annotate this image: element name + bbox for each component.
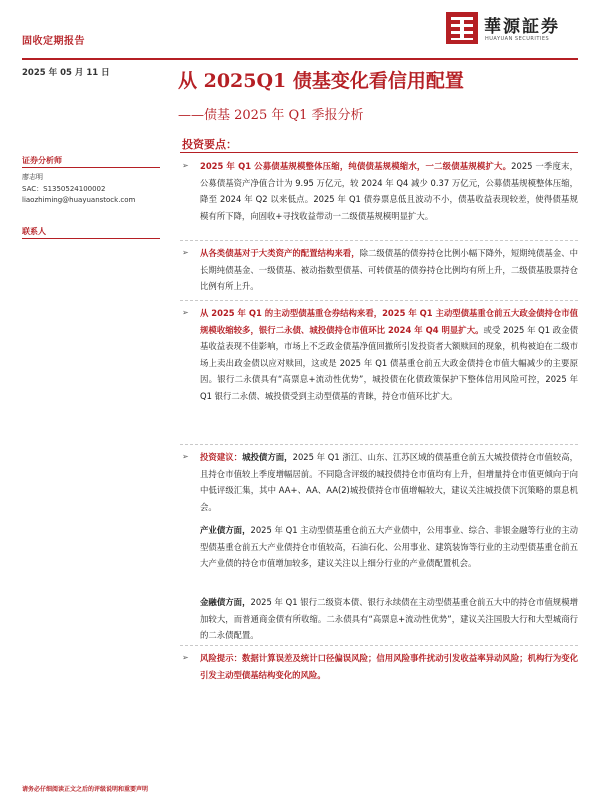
page-title: 从 2025Q1 债基变化看信用配置 — [178, 70, 464, 92]
key-point-1-text: 2025 一季度末，公募债基资产净值合计为 9.95 万亿元，较 2024 年 Q4 减少 0.37 万亿元，公募债基规模整体压缩，降至 2024 年 Q2 以来低点。2025 年 Q1 债券票息低且波动不小，债基收益表现较差，使得债基规模有所下降，向固收+寻找收益带动一二级债基规模明显扩大。 — [200, 161, 578, 221]
contact-divider — [22, 238, 160, 239]
analyst-heading: 证券分析师 — [22, 156, 62, 165]
key-points-divider — [180, 152, 578, 153]
header-divider — [22, 58, 578, 60]
company-logo — [446, 10, 576, 52]
arrow-bullet-icon: ➢ — [182, 308, 189, 317]
analyst-divider — [22, 167, 160, 168]
logo-english-name: HUAYUAN SECURITIES — [485, 36, 550, 42]
analyst-sac: SAC：S1350524100002 — [22, 185, 106, 193]
logo-mark-icon — [446, 12, 478, 44]
key-point-3-lead: 从 2025 年 Q1 的主动型债基重仓券结构来看，2025 年 Q1 主动型债基重仓前五大政金债持仓市值规模收缩较多，银行二永债、城投债持仓市值环比 2024 年 Q4 明显扩大。 — [200, 308, 578, 335]
key-point-2 — [180, 245, 578, 295]
financial-bond-lead: 金融债方面， — [200, 597, 251, 607]
footer-disclaimer: 请务必仔细阅读正文之后的评级说明和重要声明 — [22, 786, 149, 793]
document-type: 固收定期报告 — [22, 36, 85, 47]
section-divider — [180, 300, 578, 301]
financial-bond-paragraph — [200, 594, 578, 644]
industrial-bond-text: 2025 年 Q1 主动型债基重仓前五大产业债中，公用事业、综合、非银金融等行业的主动型债基重仓前五大产业债持仓市值较高，石油石化、公用事业、建筑装饰等行业的主动型债基重仓前五大产业债的持仓市值增加较多，建议关注以上细分行业的产业债配置机会。 — [200, 525, 579, 569]
section-divider — [180, 645, 578, 646]
key-point-2-text: 除二级债基的债券持仓比例小幅下降外，短期纯债基金、中长期纯债基金、一级债基、被动指数型债基、可转债基的债券持仓比例均有所上升，二级债基股票持仓比例有所上升。 — [200, 248, 578, 292]
key-point-4-text: 2025 年 Q1 浙江、山东、江苏区域的债基重仓前五大城投债持仓市值较高，且持仓市值较上季度增幅居前。不同隐含评级的城投债持仓市值均有上升，但增量持仓市值更倾向于向中低评级汇集，其中 AA+、AA、AA(2)城投债持仓市值增幅较大，建议关注城投债下沉策略的票息机会。 — [200, 452, 579, 512]
key-point-3 — [180, 305, 578, 405]
section-divider — [180, 240, 578, 241]
logo-chinese-name: 華源証券 — [484, 17, 560, 37]
financial-bond-text: 2025 年 Q1 银行二级资本债、银行永续债在主动型债基重仓前五大中的持仓市值规模增加较大，而普通商金债有所收缩。二永债具有“高票息+流动性优势”，建议关注国股大行和大型城商行的二永债配置。 — [200, 597, 579, 641]
report-date: 2025 年 05 月 11 日 — [22, 68, 110, 78]
section-divider — [180, 444, 578, 445]
industrial-bond-lead: 产业债方面， — [200, 525, 251, 535]
industrial-bond-paragraph — [200, 522, 578, 572]
risk-warning-text: 风险提示：数据计算误差及统计口径偏误风险；信用风险事件扰动引发收益率异动风险；机构行为变化引发主动型债基结构变化的风险。 — [200, 653, 578, 680]
analyst-name: 廖志明 — [22, 173, 43, 181]
key-point-4 — [180, 449, 578, 515]
key-point-1 — [180, 158, 578, 224]
arrow-bullet-icon: ➢ — [182, 653, 189, 662]
analyst-email[interactable]: liaozhiming@huayuanstock.com — [22, 196, 136, 204]
contact-heading: 联系人 — [22, 227, 46, 236]
key-point-3-text: 或受 2025 年 Q1 政金债基收益表现不佳影响，市场上不乏政金债基净值回撤所引发投资者大额赎回的现象，机构被迫在二级市场上卖出政金债以应对赎回，这或是 2025 年 Q1 债基重仓前五大政金债持仓市值大幅减少的主要原因。银行二永债具有“高票息+流动性优势”，城投债在化债政策保护下整体信用风险可控，2025 年 Q1 银行二永债、城投债受到主动型债基的青睐，持仓市值环比扩大。 — [200, 324, 578, 401]
arrow-bullet-icon: ➢ — [182, 248, 189, 257]
key-point-2-lead: 从各类债基对于大类资产的配置结构来看， — [200, 248, 360, 258]
arrow-bullet-icon: ➢ — [182, 161, 189, 170]
key-point-4-lead: 投资建议： — [200, 452, 243, 462]
key-point-1-lead: 2025 年 Q1 公募债基规模整体压缩，纯债债基规模缩水，一二级债基规模扩大。 — [200, 161, 512, 171]
page-subtitle: ——债基 2025 年 Q1 季报分析 — [178, 108, 364, 123]
key-points-heading: 投资要点： — [182, 138, 237, 151]
key-point-4-sublead: 城投债方面， — [242, 452, 293, 462]
arrow-bullet-icon: ➢ — [182, 452, 189, 461]
risk-warning — [180, 650, 578, 683]
